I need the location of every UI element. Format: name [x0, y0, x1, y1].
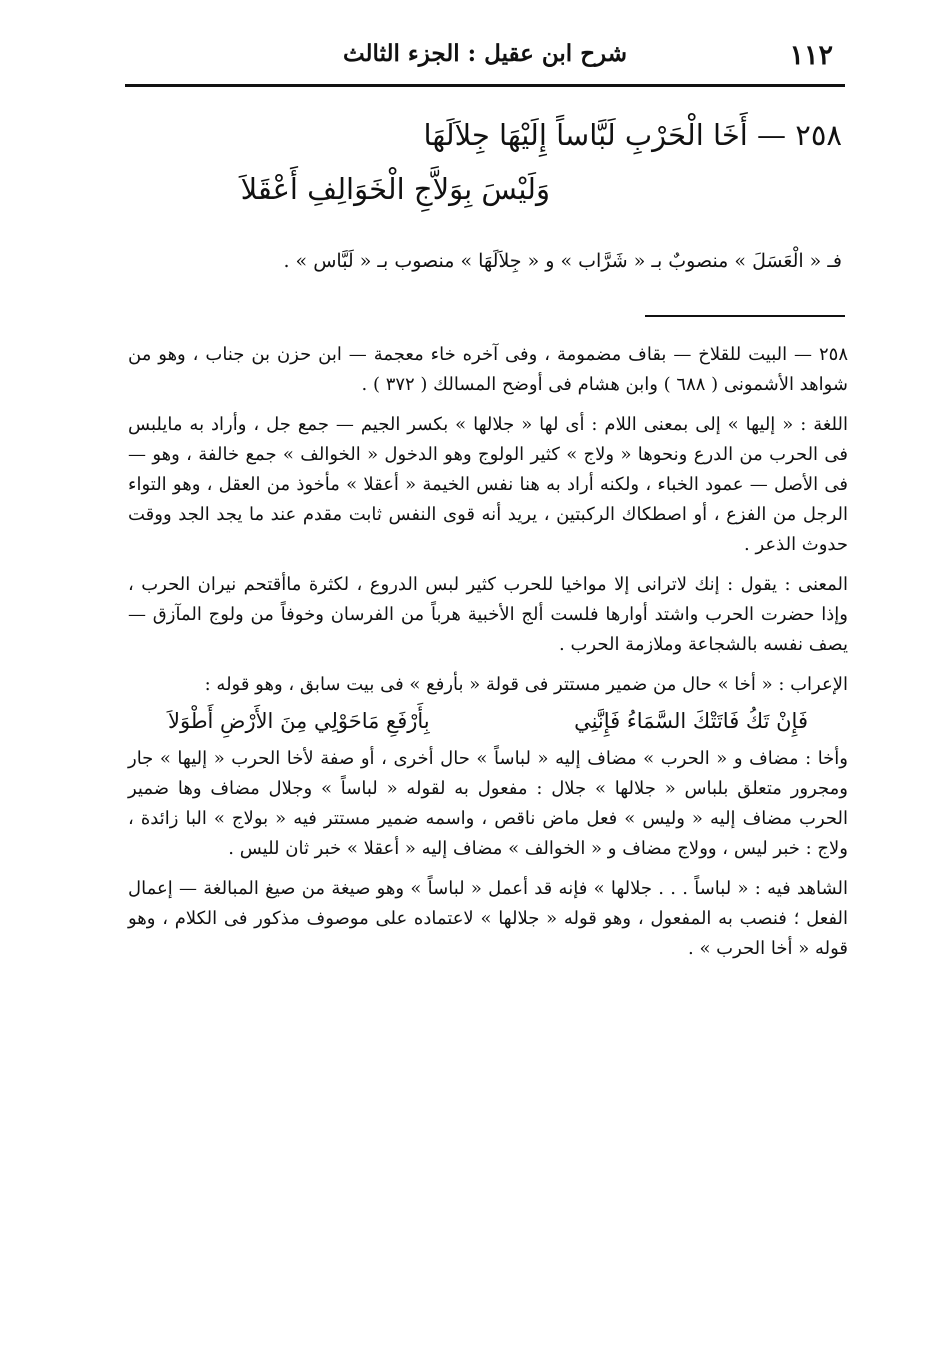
page-number: ١١٢	[789, 40, 833, 71]
footnote-meaning: المعنى : يقول : إنك لاترانى إلا مواخيا للحرب كثير لبس الدروع ، لكثرة ماأقتحم نيران الحرب ، وإذا حضرت الحرب واشتد أوارها فلست ألج الأخبية هرباً من الفرسان وخوفاً من ولوج المآزق — يصف نفسه بالشجاعة وملازمة الحرب .	[128, 574, 848, 655]
quoted-verse	[128, 706, 848, 736]
footnote-parsing-intro: الإعراب : « أخا » حال من ضمير مستتر فى قولة « بأرفع » فى بيت سابق ، وهو قوله :	[204, 674, 848, 695]
footnote-language: اللغة : « إليها » إلى بمعنى اللام : أى لها « جلالها » بكسر الجيم — جمع جل ، وأراد به مايلبس فى الحرب من الدرع ونحوها « ولاج » كثير الولوج وهو الدخول « الخوالف » جمع خالفة ، وهو — فى الأصل — عمود الخباء ، ولكنه أراد به هنا نفس الخيمة « أعقلا » مأخوذ من العقل ، وهو التواء الرجل من الفزع ، أو اصطكاك الركبتين ، يريد أنه قوى النفس ثابت مقدم عند ما يجد الجد ووقت حدوث الذعر .	[128, 414, 848, 555]
running-header	[125, 38, 845, 87]
quoted-verse-first-half: فَإِنْ تَكُ فَاتَتْكَ السَّمَاءُ فَإِنَّنِي	[574, 709, 808, 733]
grammar-explanation: فـ « الْعَسَلَ » منصوبٌ بـ « شَرَّاب » و « جِلاَلَهَا » منصوب بـ « لَبَّاس » .	[283, 250, 842, 272]
footnote-divider	[645, 315, 845, 317]
verse-line-2: وَلَيْسَ بِوَلاَّجِ الْخَوَالِفِ أَعْقَلاَ	[240, 172, 550, 206]
footnotes	[128, 340, 848, 974]
quoted-verse-second-half: بِأَرْفَعِ مَاحَوْلِي مِنَ الأَرْضِ أَطْوَلاَ	[168, 709, 430, 733]
verse-line-1: ٢٥٨ — أَخَا الْحَرْبِ لَبَّاساً إِلَيْهَا جِلاَلَهَا	[423, 118, 842, 152]
footnote-parsing: وأخا : مضاف و « الحرب » مضاف إليه « لباساً » حال أخرى ، أو صفة لأخا الحرب « إليها » جار ومجرور متعلق بلباس « جلالها » جلال : مفعول به لقوله « لباساً » وجلال مضاف وها ضمير الحرب مضاف إليه « وليس » فعل ماض ناقص ، واسمه ضمير مستتر فيه « بولاج » البا زائدة ، ولاج : خبر ليس ، وولاج مضاف و « الخوالف » مضاف إليه « أعقلا » خبر ثان لليس .	[128, 748, 848, 859]
header-title: شرح ابن عقيل : الجزء الثالث	[342, 40, 628, 67]
footnote-evidence: الشاهد فيه : « لباساً . . . جلالها » فإنه قد أعمل « لباساً » وهو صيغة من صيغ المبالغة — إعمال الفعل ؛ فنصب به المفعول ، وهو قوله « جلالها » لاعتماده على موصوف مذكور فى الكلام ، وهو قوله « أخا الحرب » .	[128, 878, 848, 959]
footnote-source: ٢٥٨ — البيت للقلاخ — بقاف مضمومة ، وفى آخره خاء معجمة — ابن حزن بن جناب ، وهو من شواهد الأشمونى ( ٦٨٨ ) وابن هشام فى أوضح المسالك ( ٣٧٢ ) .	[128, 344, 848, 395]
